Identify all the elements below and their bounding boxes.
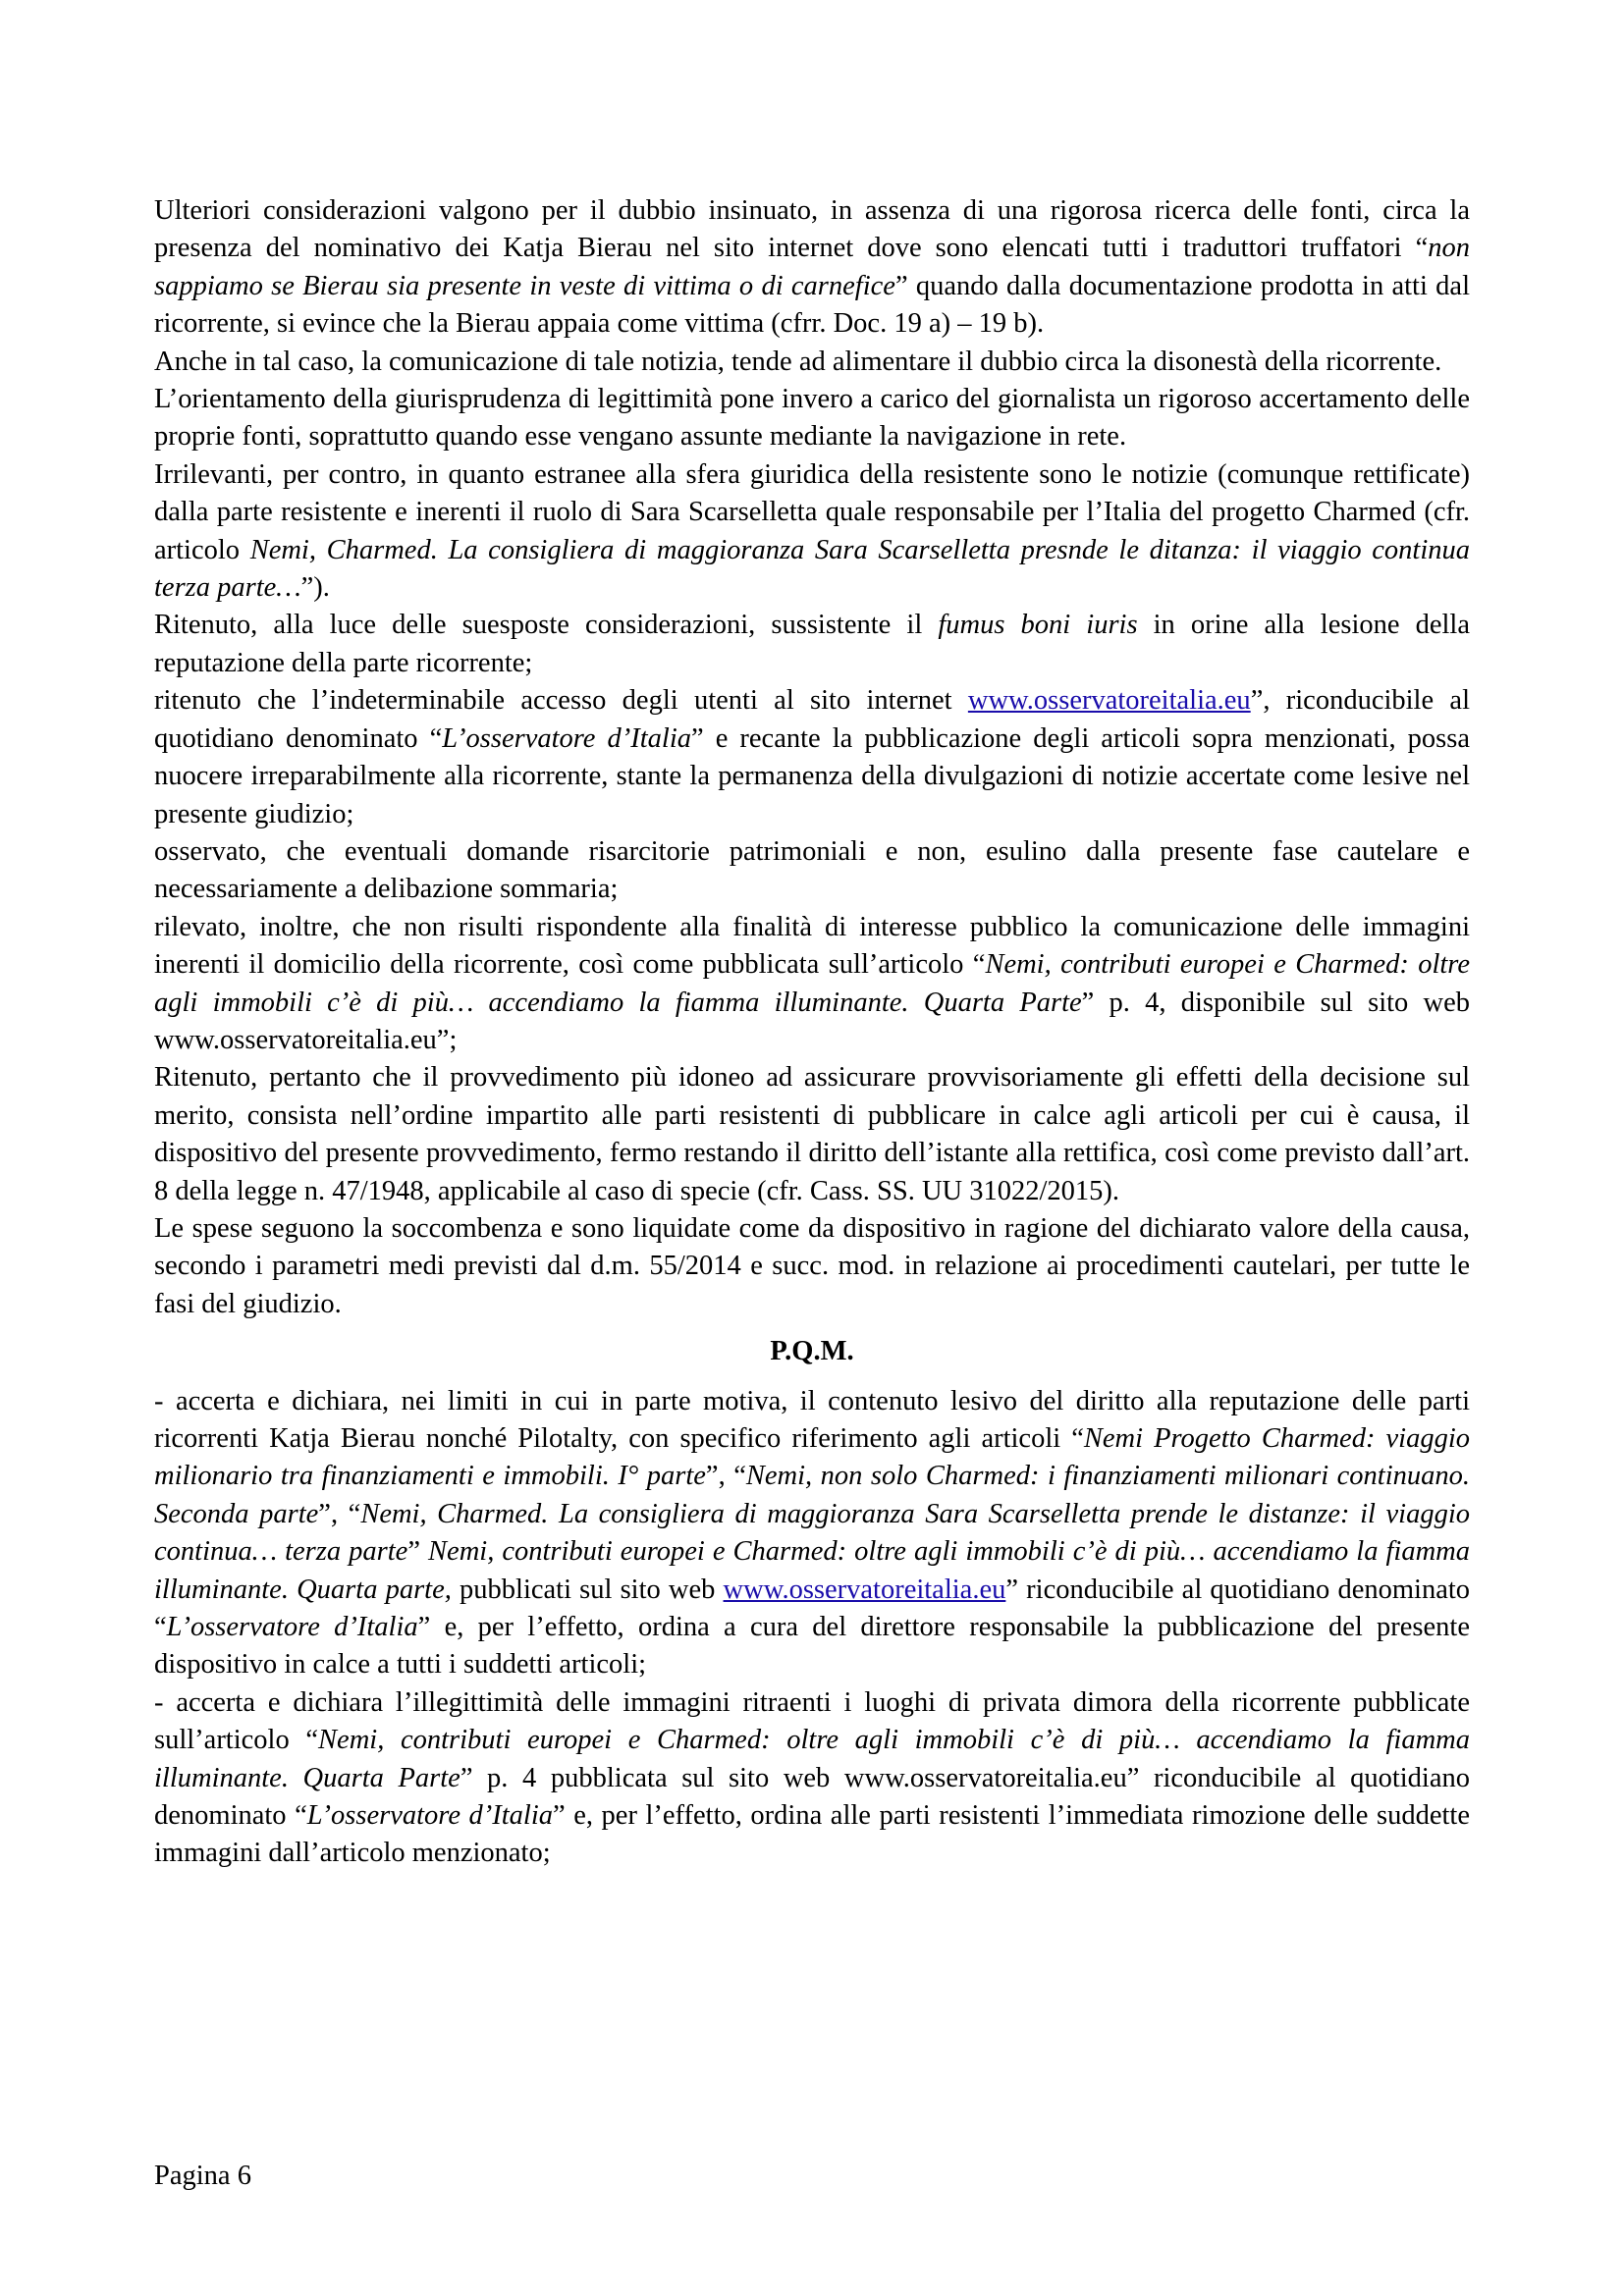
paragraph-10: Le spese seguono la soccombenza e sono liquidate come da dispositivo in ragione del dichiarato valore della causa, secondo i parametri medi previsti dal d.m. 55/2014 e succ. mod. in relazione ai procedimenti cautelari, per tutte le fasi del giudizio.	[154, 1212, 1470, 1319]
text-run: in orine alla lesione della reputazione della parte ricorrente;	[154, 610, 1470, 678]
section-heading: P.Q.M.	[770, 1336, 854, 1367]
paragraph-3: L’orientamento della giurisprudenza di legittimità pone invero a carico del giornalista un rigoroso accertamento delle proprie fonti, soprattutto quando esse vengano assunte mediante la navigazione in rete.	[154, 384, 1470, 453]
italic-article-title: Nemi, non solo Charmed: i finanziamenti milionari continuano. Seconda parte	[154, 1461, 1470, 1529]
document-body	[154, 192, 1470, 1873]
paragraph-6	[154, 682, 1470, 833]
text-run: ” riconducibile al quotidiano denominato “	[154, 1574, 1471, 1643]
text-run: ”, “	[318, 1498, 361, 1529]
text-run: ” e, per l’effetto, ordina a cura del direttore responsabile la pubblicazione del presente dispositivo in calce a tutti i suddetti articoli;	[154, 1612, 1470, 1681]
italic-latin-term: fumus boni iuris	[938, 610, 1138, 641]
text-run: ” e recante la pubblicazione degli articoli sopra menzionati, possa nuocere irreparabilmente alla ricorrente, stante la permanenza della divulgazioni di notizie accertate come lesive nel presente giudizio;	[154, 722, 1471, 829]
italic-newspaper-name: L’osservatore d’Italia	[306, 1800, 554, 1832]
text-run: ”, riconducibile al quotidiano denominato “	[154, 685, 1470, 754]
text-run: ” quando dalla documentazione prodotta in atti dal ricorrente, si evince che la Bierau appaia come vittima (cfrr. Doc. 19 a) – 19 b).	[154, 270, 1470, 340]
text-run: ritenuto che l’indeterminabile accesso degli utenti al sito internet	[154, 685, 968, 717]
italic-article-title: Nemi, Charmed. La consigliera di maggioranza Sara Scarselletta presnde le ditanza: il viaggio continua terza parte…	[154, 534, 1470, 604]
paragraph-1	[154, 192, 1470, 344]
italic-article-title: Nemi Progetto Charmed: viaggio milionario tra finanziamenti e immobili. I° parte	[154, 1423, 1470, 1492]
text-run: rilevato, inoltre, che non risulti rispondente alla finalità di interesse pubblico la comunicazione delle immagini inerenti il domicilio della ricorrente, così come pubblicata sull’articolo “	[154, 911, 1470, 981]
text-run: ” p. 4, disponibile sul sito web www.osservatoreitalia.eu”;	[154, 987, 1470, 1055]
italic-article-title: Nemi, contributi europei e Charmed: oltre agli immobili c’è di più… accendiamo la fiamma illuminante. Quarta Parte	[154, 949, 1470, 1018]
paragraph-5	[154, 607, 1470, 682]
text-run: - accerta e dichiara, nei limiti in cui in parte motiva, il contenuto lesivo del diritto alla reputazione delle parti ricorrenti Katja Bierau nonché Pilotalty, con specifico riferimento agli articoli “	[154, 1385, 1470, 1454]
website-link[interactable]: www.osservatoreitalia.eu	[723, 1574, 1006, 1605]
text-run: ” p. 4 pubblicata sul sito web www.osservatoreitalia.eu” riconducibile al quotidiano denominato “	[154, 1762, 1470, 1832]
text-run: ” e, per l’effetto, ordina alle parti resistenti l’immediata rimozione delle suddette immagini dall’articolo menzionato;	[154, 1800, 1470, 1869]
italic-article-title: Nemi, contributi europei e Charmed: oltre agli immobili c’è di più… accendiamo la fiamma illuminante. Quarta parte,	[154, 1536, 1470, 1605]
website-link[interactable]: www.osservatoreitalia.eu	[967, 685, 1251, 717]
text-run: Irrilevanti, per contro, in quanto estranee alla sfera giuridica della resistente sono le notizie (comunque rettificate) dalla parte resistente e inerenti il ruolo di Sara Scarselletta quale responsabile per l’Italia del progetto Charmed (cfr. articolo	[154, 458, 1470, 565]
italic-newspaper-name: L’osservatore d’Italia	[442, 722, 691, 754]
text-run: Ritenuto, alla luce delle suesposte considerazioni, sussistente il	[154, 610, 939, 641]
text-run: ”, “	[705, 1461, 746, 1492]
text-run: pubblicati sul sito web	[451, 1574, 724, 1605]
paragraph-9: Ritenuto, pertanto che il provvedimento più idoneo ad assicurare provvisoriamente gli effetti della decisione sul merito, consista nell’ordine impartito alle parti resistenti di pubblicare in calce agli articoli per cui è causa, il dispositivo del presente provvedimento, fermo restando il diritto dell’istante alla rettifica, così come previsto dall’art. 8 della legge n. 47/1948, applicabile al caso di specie (cfr. Cass. SS. UU 31022/2015).	[154, 1062, 1470, 1206]
italic-quote: non sappiamo se Bierau sia presente in veste di vittima o di carnefice	[154, 233, 1470, 301]
italic-article-title: Nemi, Charmed. La consigliera di maggioranza Sara Scarselletta prende le distanze: il viaggio continua… terza parte	[154, 1498, 1470, 1568]
paragraph-7: osservato, che eventuali domande risarcitorie patrimoniali e non, esulino dalla presente fase cautelare e necessariamente a delibazione sommaria;	[154, 835, 1470, 905]
italic-article-title: Nemi, contributi europei e Charmed: oltre agli immobili c’è di più… accendiamo la fiamma illuminante. Quarta Parte	[154, 1725, 1470, 1793]
paragraph-2: Anche in tal caso, la comunicazione di tale notizia, tende ad alimentare il dubbio circa la disonestà della ricorrente.	[154, 346, 1442, 377]
text-run: - accerta e dichiara l’illegittimità delle immagini ritraenti i luoghi di privata dimora della ricorrente pubblicate sull’articolo “	[154, 1686, 1470, 1756]
text-run: ”).	[300, 572, 330, 604]
paragraph-8	[154, 909, 1470, 1060]
text-run: Ulteriori considerazioni valgono per il dubbio insinuato, in assenza di una rigorosa ricerca delle fonti, circa la presenza del nominativo dei Katja Bierau nel sito internet dove sono elencati tutti i traduttori truffatori “	[154, 195, 1470, 264]
paragraph-4	[154, 456, 1470, 608]
page-number: Pagina 6	[154, 2161, 251, 2191]
text-run: ”	[407, 1536, 429, 1568]
paragraph-12	[154, 1684, 1470, 1873]
paragraph-11	[154, 1383, 1470, 1684]
italic-newspaper-name: L’osservatore d’Italia	[166, 1612, 418, 1643]
